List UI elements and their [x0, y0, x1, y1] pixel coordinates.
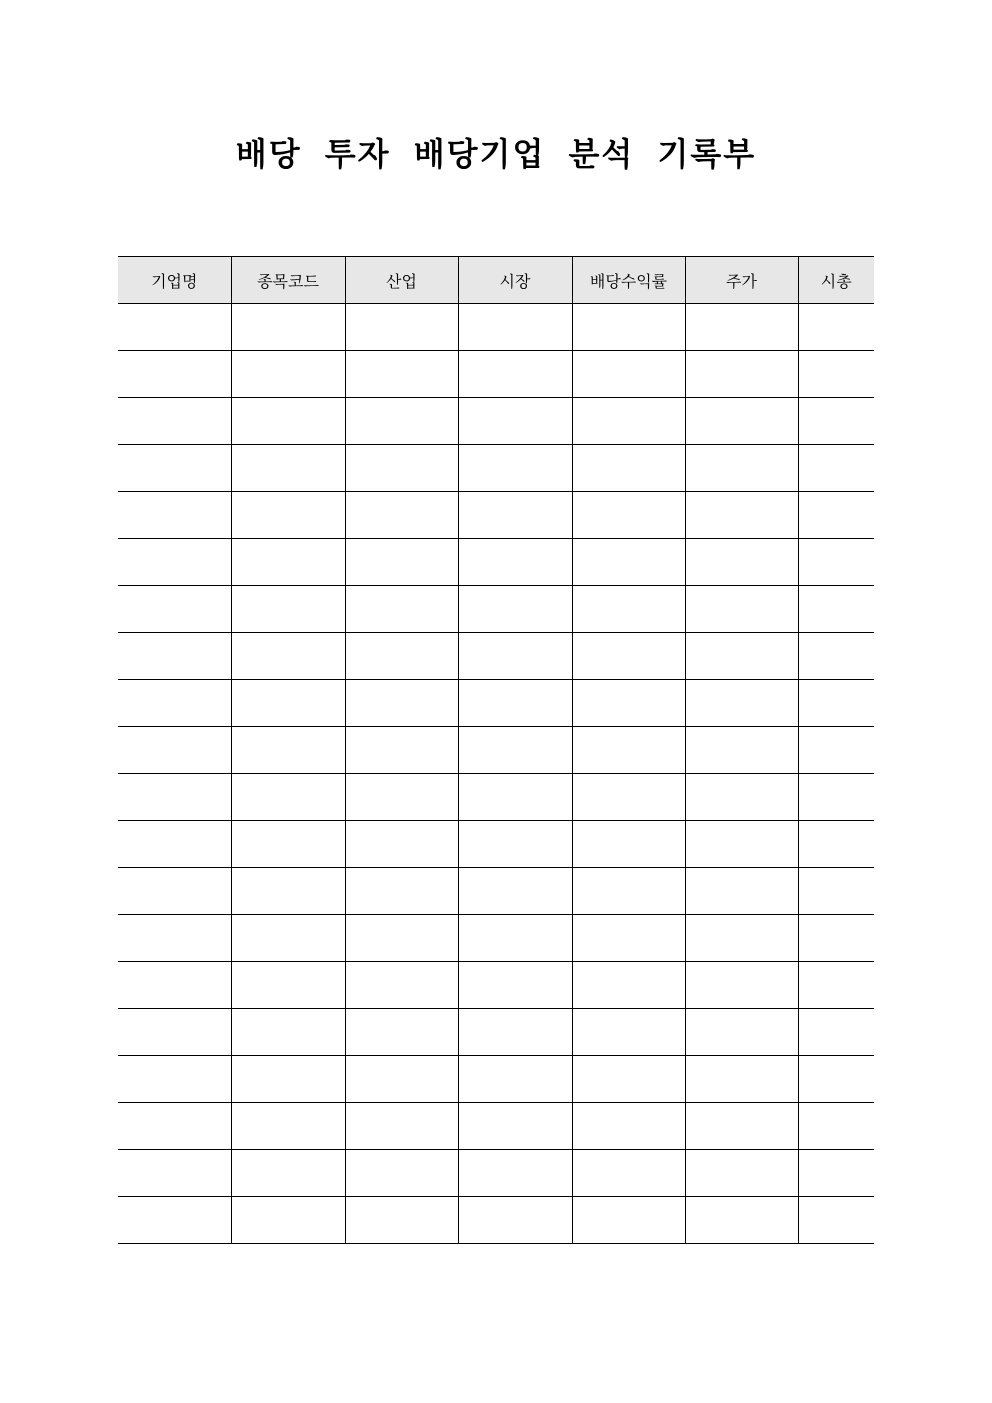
cell-company[interactable] [118, 633, 231, 680]
table-row [118, 774, 874, 821]
cell-dividend-yield[interactable] [572, 586, 685, 633]
cell-market-cap[interactable] [798, 868, 874, 915]
cell-market[interactable] [458, 539, 572, 586]
cell-industry[interactable] [345, 915, 458, 962]
cell-industry[interactable] [345, 1197, 458, 1244]
cell-dividend-yield[interactable] [572, 492, 685, 539]
cell-price[interactable] [685, 727, 798, 774]
cell-price[interactable] [685, 398, 798, 445]
cell-industry[interactable] [345, 351, 458, 398]
table-row [118, 868, 874, 915]
cell-ticker[interactable] [231, 492, 345, 539]
cell-price[interactable] [685, 1056, 798, 1103]
cell-market[interactable] [458, 821, 572, 868]
cell-ticker[interactable] [231, 1150, 345, 1197]
page-title: 배당 투자 배당기업 분석 기록부 [235, 135, 757, 173]
cell-industry[interactable] [345, 962, 458, 1009]
cell-ticker[interactable] [231, 445, 345, 492]
cell-industry[interactable] [345, 821, 458, 868]
cell-market-cap[interactable] [798, 1056, 874, 1103]
column-header-dividend-yield: 배당수익률 [572, 257, 685, 304]
cell-company[interactable] [118, 586, 231, 633]
cell-market[interactable] [458, 774, 572, 821]
cell-company[interactable] [118, 1103, 231, 1150]
cell-company[interactable] [118, 304, 231, 351]
cell-industry[interactable] [345, 492, 458, 539]
cell-ticker[interactable] [231, 586, 345, 633]
cell-company[interactable] [118, 445, 231, 492]
cell-dividend-yield[interactable] [572, 962, 685, 1009]
cell-price[interactable] [685, 821, 798, 868]
cell-industry[interactable] [345, 633, 458, 680]
table-row [118, 586, 874, 633]
table-row [118, 915, 874, 962]
cell-market-cap[interactable] [798, 821, 874, 868]
cell-price[interactable] [685, 962, 798, 1009]
cell-market[interactable] [458, 962, 572, 1009]
cell-dividend-yield[interactable] [572, 821, 685, 868]
table-row [118, 539, 874, 586]
cell-company[interactable] [118, 351, 231, 398]
cell-ticker[interactable] [231, 727, 345, 774]
cell-ticker[interactable] [231, 962, 345, 1009]
table-row [118, 1009, 874, 1056]
cell-price[interactable] [685, 680, 798, 727]
cell-market[interactable] [458, 1150, 572, 1197]
column-header-company: 기업명 [118, 257, 231, 304]
cell-price[interactable] [685, 492, 798, 539]
table-row [118, 1150, 874, 1197]
column-header-industry: 산업 [345, 257, 458, 304]
cell-company[interactable] [118, 398, 231, 445]
cell-company[interactable] [118, 680, 231, 727]
cell-dividend-yield[interactable] [572, 304, 685, 351]
column-header-ticker: 종목코드 [231, 257, 345, 304]
table-row [118, 962, 874, 1009]
cell-dividend-yield[interactable] [572, 633, 685, 680]
cell-dividend-yield[interactable] [572, 1056, 685, 1103]
table-body [118, 304, 874, 1244]
cell-market-cap[interactable] [798, 727, 874, 774]
table-header-row [118, 257, 874, 304]
cell-market-cap[interactable] [798, 586, 874, 633]
cell-company[interactable] [118, 1056, 231, 1103]
cell-price[interactable] [685, 539, 798, 586]
cell-market[interactable] [458, 915, 572, 962]
cell-industry[interactable] [345, 868, 458, 915]
table-row [118, 398, 874, 445]
cell-market[interactable] [458, 1197, 572, 1244]
cell-ticker[interactable] [231, 821, 345, 868]
cell-ticker[interactable] [231, 539, 345, 586]
cell-ticker[interactable] [231, 774, 345, 821]
cell-dividend-yield[interactable] [572, 868, 685, 915]
cell-market[interactable] [458, 586, 572, 633]
cell-industry[interactable] [345, 539, 458, 586]
table-row [118, 633, 874, 680]
cell-market[interactable] [458, 398, 572, 445]
cell-company[interactable] [118, 915, 231, 962]
cell-price[interactable] [685, 445, 798, 492]
cell-company[interactable] [118, 1009, 231, 1056]
table-row [118, 680, 874, 727]
cell-ticker[interactable] [231, 1009, 345, 1056]
cell-market[interactable] [458, 445, 572, 492]
cell-company[interactable] [118, 962, 231, 1009]
cell-market-cap[interactable] [798, 915, 874, 962]
column-header-market-cap: 시총 [798, 257, 874, 304]
cell-company[interactable] [118, 868, 231, 915]
cell-ticker[interactable] [231, 1103, 345, 1150]
cell-market[interactable] [458, 1103, 572, 1150]
cell-ticker[interactable] [231, 1197, 345, 1244]
cell-price[interactable] [685, 915, 798, 962]
cell-dividend-yield[interactable] [572, 445, 685, 492]
cell-market-cap[interactable] [798, 539, 874, 586]
cell-dividend-yield[interactable] [572, 1009, 685, 1056]
cell-dividend-yield[interactable] [572, 398, 685, 445]
cell-price[interactable] [685, 1009, 798, 1056]
cell-market-cap[interactable] [798, 304, 874, 351]
cell-industry[interactable] [345, 727, 458, 774]
cell-market-cap[interactable] [798, 445, 874, 492]
cell-price[interactable] [685, 633, 798, 680]
cell-dividend-yield[interactable] [572, 915, 685, 962]
cell-industry[interactable] [345, 1009, 458, 1056]
cell-market-cap[interactable] [798, 680, 874, 727]
cell-dividend-yield[interactable] [572, 1197, 685, 1244]
cell-market-cap[interactable] [798, 1009, 874, 1056]
cell-price[interactable] [685, 774, 798, 821]
cell-market-cap[interactable] [798, 1103, 874, 1150]
cell-ticker[interactable] [231, 1056, 345, 1103]
cell-market-cap[interactable] [798, 962, 874, 1009]
cell-industry[interactable] [345, 1150, 458, 1197]
cell-company[interactable] [118, 492, 231, 539]
cell-ticker[interactable] [231, 351, 345, 398]
cell-market-cap[interactable] [798, 492, 874, 539]
table-row [118, 304, 874, 351]
cell-industry[interactable] [345, 398, 458, 445]
cell-dividend-yield[interactable] [572, 774, 685, 821]
cell-company[interactable] [118, 774, 231, 821]
cell-industry[interactable] [345, 680, 458, 727]
cell-industry[interactable] [345, 1056, 458, 1103]
cell-market[interactable] [458, 492, 572, 539]
cell-company[interactable] [118, 539, 231, 586]
cell-dividend-yield[interactable] [572, 680, 685, 727]
table-row [118, 1197, 874, 1244]
cell-ticker[interactable] [231, 304, 345, 351]
table-row [118, 351, 874, 398]
cell-price[interactable] [685, 868, 798, 915]
cell-industry[interactable] [345, 586, 458, 633]
cell-company[interactable] [118, 1150, 231, 1197]
cell-industry[interactable] [345, 304, 458, 351]
cell-ticker[interactable] [231, 868, 345, 915]
record-table [118, 256, 874, 1244]
cell-price[interactable] [685, 304, 798, 351]
cell-market-cap[interactable] [798, 351, 874, 398]
cell-market[interactable] [458, 1009, 572, 1056]
cell-dividend-yield[interactable] [572, 351, 685, 398]
cell-dividend-yield[interactable] [572, 1150, 685, 1197]
cell-price[interactable] [685, 1197, 798, 1244]
cell-market[interactable] [458, 680, 572, 727]
cell-industry[interactable] [345, 774, 458, 821]
cell-market[interactable] [458, 351, 572, 398]
cell-market-cap[interactable] [798, 1150, 874, 1197]
cell-market[interactable] [458, 633, 572, 680]
cell-market[interactable] [458, 1056, 572, 1103]
cell-price[interactable] [685, 586, 798, 633]
cell-ticker[interactable] [231, 633, 345, 680]
cell-dividend-yield[interactable] [572, 727, 685, 774]
cell-market[interactable] [458, 868, 572, 915]
cell-company[interactable] [118, 821, 231, 868]
cell-market[interactable] [458, 727, 572, 774]
table-row [118, 492, 874, 539]
cell-market-cap[interactable] [798, 1197, 874, 1244]
cell-ticker[interactable] [231, 915, 345, 962]
cell-market[interactable] [458, 304, 572, 351]
cell-price[interactable] [685, 1103, 798, 1150]
column-header-market: 시장 [458, 257, 572, 304]
cell-market-cap[interactable] [798, 633, 874, 680]
table-row [118, 1056, 874, 1103]
table-row [118, 1103, 874, 1150]
cell-ticker[interactable] [231, 398, 345, 445]
cell-ticker[interactable] [231, 680, 345, 727]
cell-price[interactable] [685, 1150, 798, 1197]
cell-dividend-yield[interactable] [572, 1103, 685, 1150]
cell-price[interactable] [685, 351, 798, 398]
cell-market-cap[interactable] [798, 774, 874, 821]
table-row [118, 821, 874, 868]
table-row [118, 445, 874, 492]
table-row [118, 727, 874, 774]
cell-industry[interactable] [345, 445, 458, 492]
cell-company[interactable] [118, 1197, 231, 1244]
cell-company[interactable] [118, 727, 231, 774]
cell-market-cap[interactable] [798, 398, 874, 445]
cell-industry[interactable] [345, 1103, 458, 1150]
column-header-price: 주가 [685, 257, 798, 304]
cell-dividend-yield[interactable] [572, 539, 685, 586]
